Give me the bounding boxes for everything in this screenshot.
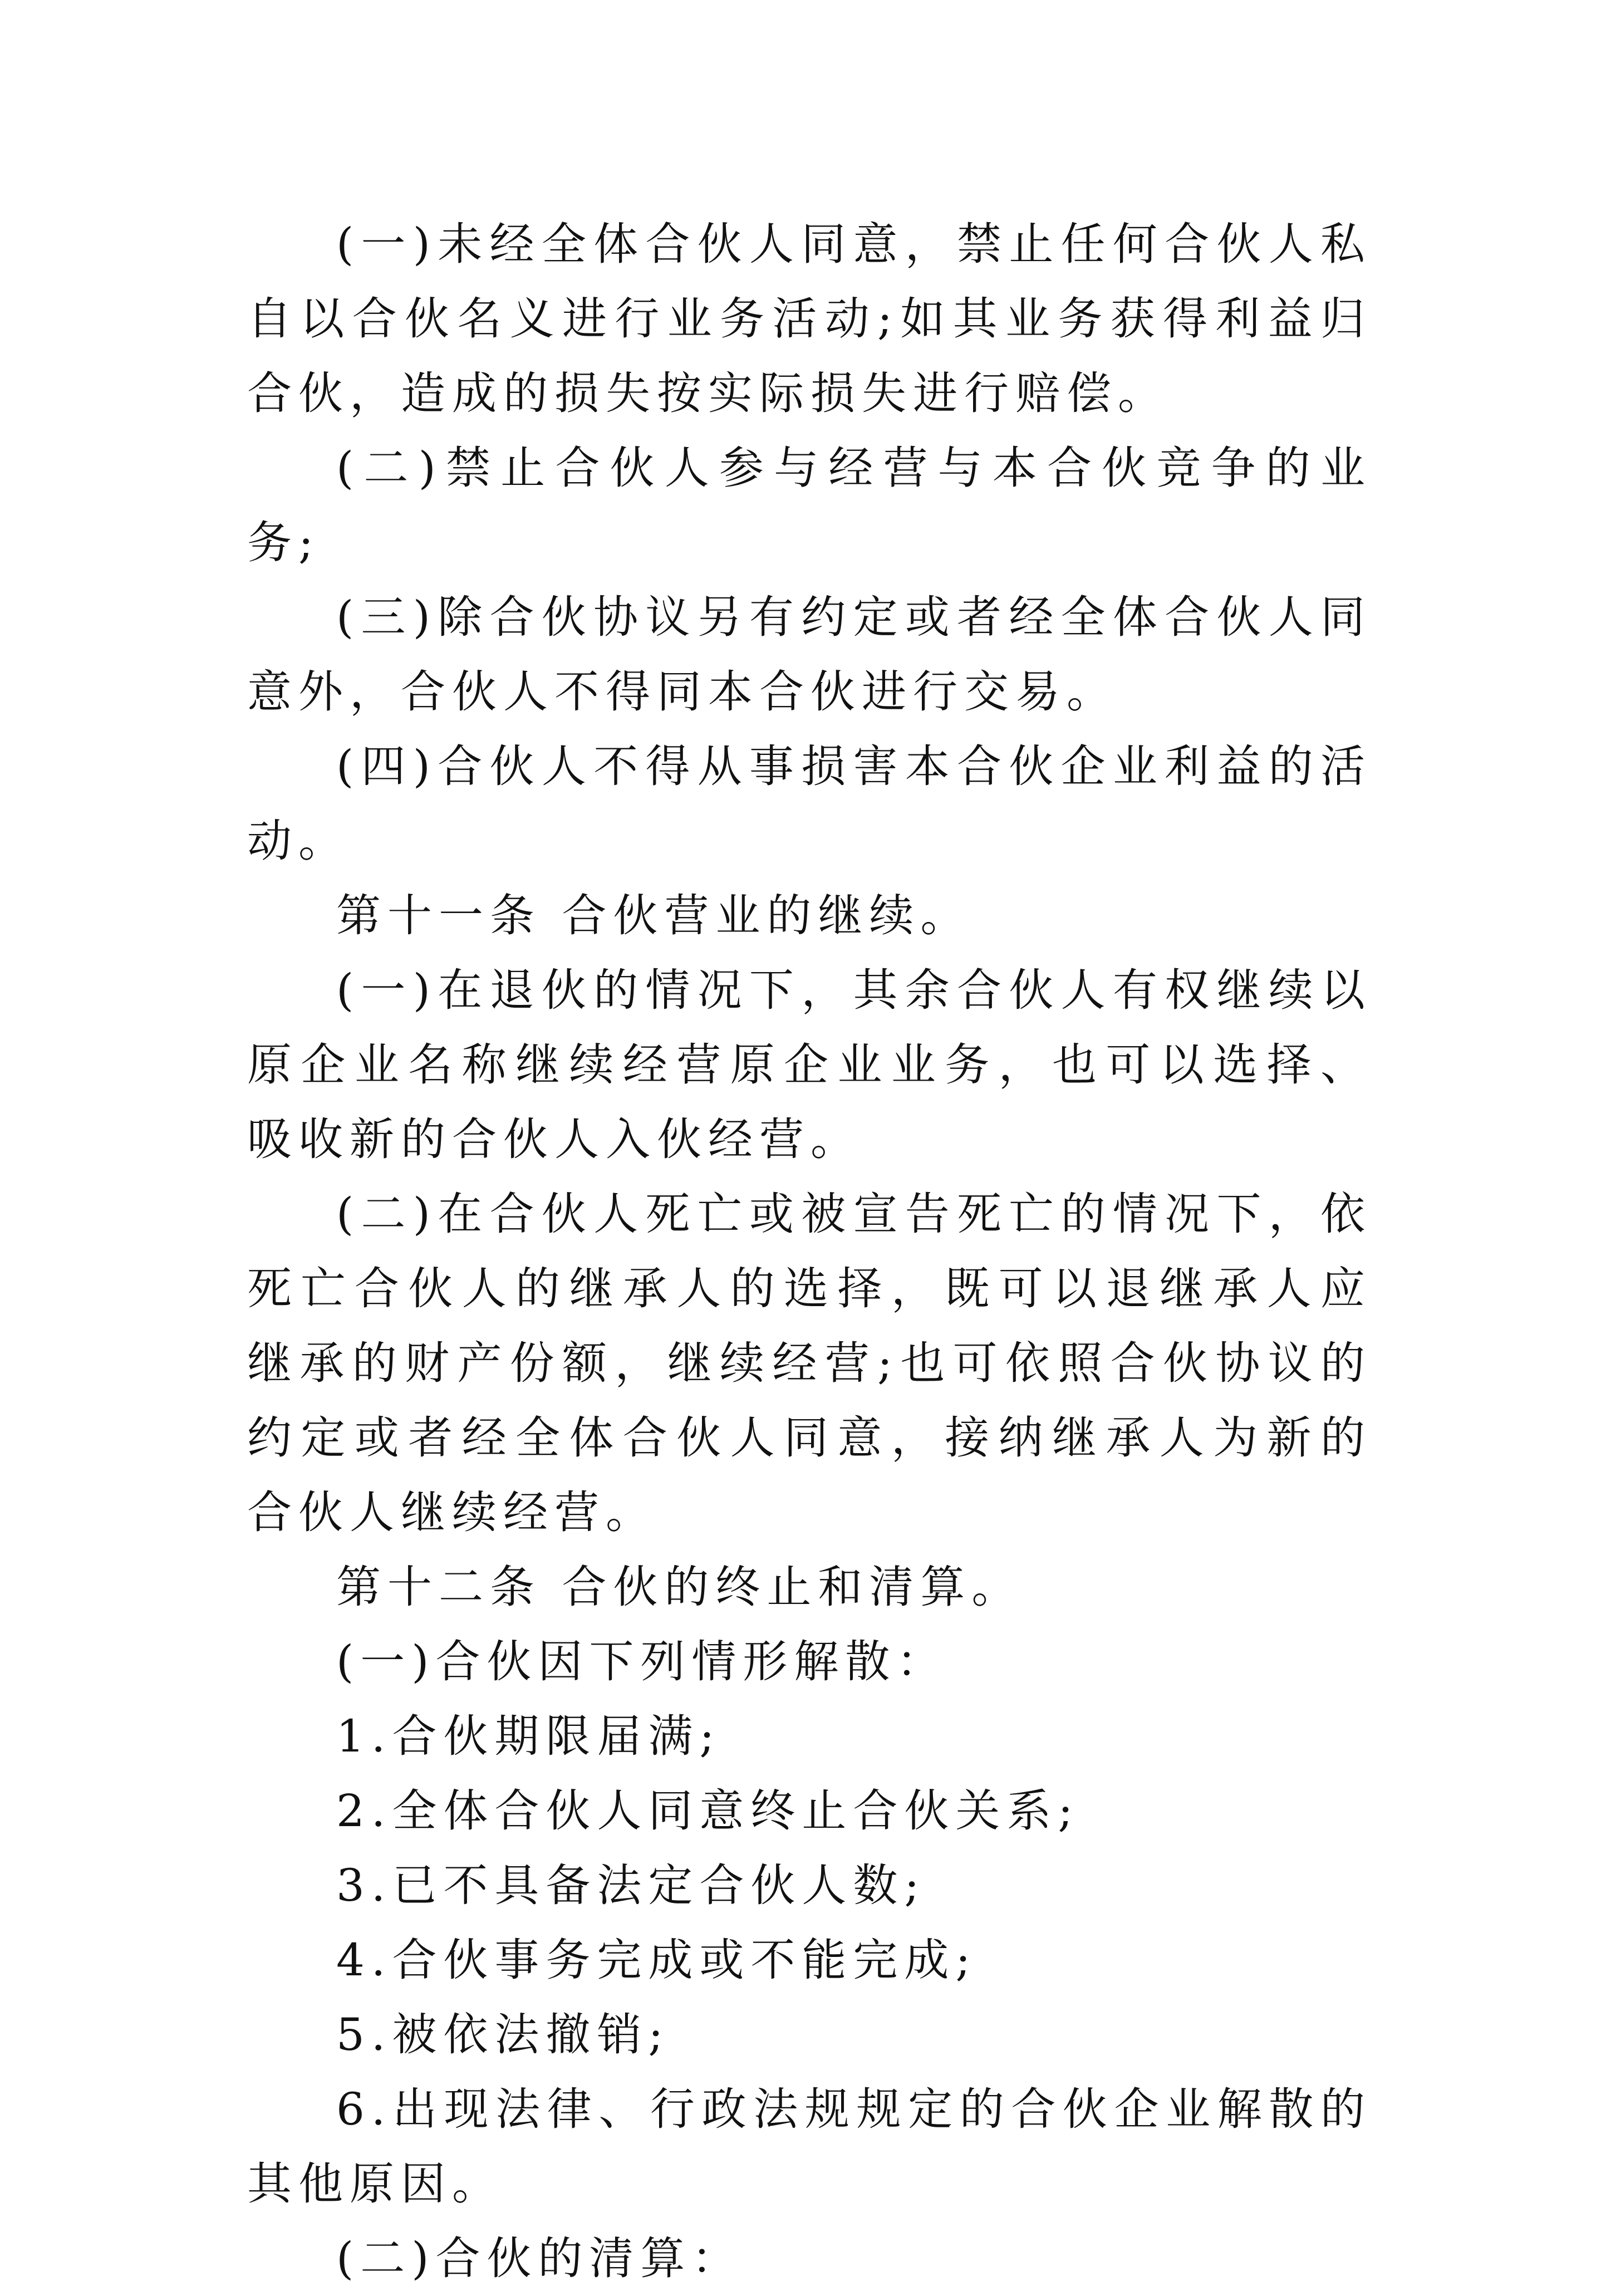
- paragraph-clause-4: (四)合伙人不得从事损害本合伙企业利益的活动。: [247, 740, 1372, 867]
- list-item-1: 1.合伙期限届满;: [336, 1710, 721, 1762]
- paragraph-continuation-1: (一)在退伙的情况下，其余合伙人有权继续以原企业名称继续经营原企业业务，也可以选择、吸收新的合伙人入伙经营。: [247, 964, 1372, 1165]
- paragraph-liquidation-intro: (二)合伙的清算：: [336, 2233, 743, 2284]
- list-item-4: 4.合伙事务完成或不能完成;: [336, 1934, 978, 1986]
- article-11-heading: 第十一条 合伙营业的继续。: [336, 890, 972, 941]
- list-item-6: 6.出现法律、行政法规规定的合伙企业解散的其他原因。: [247, 2083, 1372, 2210]
- paragraph-dissolution-intro: (一)合伙因下列情形解散：: [336, 1636, 948, 1687]
- list-item-2: 2.全体合伙人同意终止合伙关系;: [336, 1785, 1080, 1837]
- paragraph-clause-2: (二)禁止合伙人参与经营与本合伙竞争的业务;: [247, 442, 1372, 568]
- article-12-heading: 第十二条 合伙的终止和清算。: [336, 1561, 1023, 1613]
- document-body: [247, 207, 1372, 2296]
- paragraph-clause-1: (一)未经全体合伙人同意，禁止任何合伙人私自以合伙名义进行业务活动;如其业务获得利益归合伙，造成的损失按实际损失进行赔偿。: [247, 218, 1372, 419]
- paragraph-continuation-2: (二)在合伙人死亡或被宣告死亡的情况下，依死亡合伙人的继承人的选择，既可以退继承人应继承的财产份额，继续经营;也可依照合伙协议的约定或者经全体合伙人同意，接纳继承人为新的合伙人继续经营。: [247, 1188, 1372, 1538]
- paragraph-clause-3: (三)除合伙协议另有约定或者经全体合伙人同意外，合伙人不得同本合伙进行交易。: [247, 591, 1372, 718]
- list-item-5: 5.被依法撤销;: [336, 2009, 670, 2060]
- list-item-3: 3.已不具备法定合伙人数;: [336, 1860, 926, 1911]
